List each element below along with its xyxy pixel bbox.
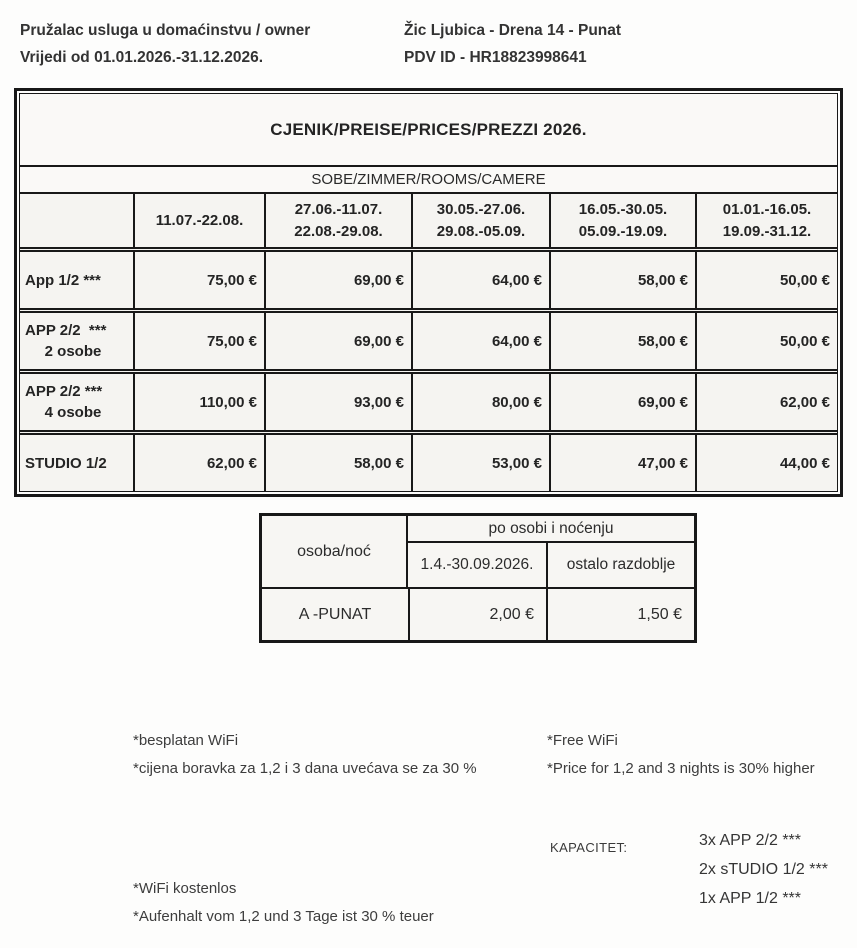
season-column-header: 30.05.-27.06. 29.08.-05.09. [411, 194, 549, 247]
season-header-row [20, 192, 837, 247]
tax-other-period-header: ostalo razdoblje [546, 543, 694, 587]
tax-season-header: 1.4.-30.09.2026. [420, 556, 534, 573]
price-table-title: CJENIK/PREISE/PRICES/PREZZI 2026. [20, 94, 837, 165]
price-cell: 50,00 € [695, 313, 837, 369]
room-row [20, 308, 837, 369]
note-free-wifi-hr: *besplatan WiFi [133, 732, 239, 749]
room-label: APP 2/2 *** [25, 322, 107, 339]
notes-croatian [133, 727, 477, 783]
price-table-inner [19, 93, 838, 492]
capacity-item: 3x APP 2/2 *** [699, 832, 801, 849]
tax-corner-label: osoba/noć [262, 516, 408, 587]
room-label: App 1/2 *** [25, 271, 101, 289]
price-cell: 69,00 € [549, 374, 695, 430]
price-cell: 44,00 € [695, 435, 837, 491]
room-sublabel: 4 osobe [44, 404, 102, 421]
price-cell: 69,00 € [264, 252, 411, 308]
price-cell: 58,00 € [549, 252, 695, 308]
price-cell: 53,00 € [411, 435, 549, 491]
season-header-empty-cell [20, 194, 133, 247]
price-cell: 62,00 € [695, 374, 837, 430]
season-column-header: 11.07.-22.08. [133, 194, 264, 247]
price-cell: 110,00 € [133, 374, 264, 430]
provider-line: Pružalac usluga u domaćinstvu / owner [20, 22, 311, 39]
tourist-tax-table [259, 513, 697, 643]
pdv-id-line: PDV ID - HR18823998641 [404, 49, 587, 66]
room-row [20, 430, 837, 491]
room-row [20, 369, 837, 430]
price-cell: 58,00 € [549, 313, 695, 369]
room-sublabel: 2 osobe [44, 343, 102, 360]
price-cell: 75,00 € [133, 313, 264, 369]
provider-header-block [20, 17, 310, 71]
tax-value-season: 2,00 € [408, 587, 546, 640]
room-label-cell [20, 435, 133, 491]
price-cell: 64,00 € [411, 313, 549, 369]
note-free-wifi-de: *WiFi kostenlos [133, 880, 237, 897]
tax-value-other: 1,50 € [546, 587, 694, 640]
price-cell: 75,00 € [133, 252, 264, 308]
note-short-stay-hr: *cijena boravka za 1,2 i 3 dana uvećava se za 30 % [133, 760, 477, 777]
note-free-wifi-en: *Free WiFi [547, 732, 618, 749]
price-table [14, 88, 843, 497]
season-column-header: 16.05.-30.05. 05.09.-19.09. [549, 194, 695, 247]
note-short-stay-de: *Aufenhalt vom 1,2 und 3 Tage ist 30 % teuer [133, 908, 434, 925]
capacity-item: 1x APP 1/2 *** [699, 890, 801, 907]
price-cell: 69,00 € [264, 313, 411, 369]
price-cell: 62,00 € [133, 435, 264, 491]
price-cell: 58,00 € [264, 435, 411, 491]
price-cell: 50,00 € [695, 252, 837, 308]
price-cell: 64,00 € [411, 252, 549, 308]
season-column-header: 27.06.-11.07. 22.08.-29.08. [264, 194, 411, 247]
room-label-cell [20, 374, 133, 430]
price-table-subtitle: SOBE/ZIMMER/ROOMS/CAMERE [20, 165, 837, 192]
capacity-list [699, 826, 828, 913]
season-column-header: 01.01.-16.05. 19.09.-31.12. [695, 194, 837, 247]
room-label-cell [20, 313, 133, 369]
room-label: STUDIO 1/2 [25, 454, 107, 472]
room-label-cell [20, 252, 133, 308]
notes-german [133, 875, 434, 931]
price-cell: 93,00 € [264, 374, 411, 430]
price-cell: 47,00 € [549, 435, 695, 491]
owner-header-block [404, 17, 621, 71]
tourist-tax-grid [262, 516, 694, 640]
validity-line: Vrijedi od 01.01.2026.-31.12.2026. [20, 49, 263, 66]
capacity-label: KAPACITET: [550, 840, 628, 855]
owner-address-line: Žic Ljubica - Drena 14 - Punat [404, 22, 622, 39]
tax-span-header: po osobi i noćenju [408, 516, 694, 543]
room-label: APP 2/2 *** [25, 383, 103, 400]
capacity-item: 2x sTUDIO 1/2 *** [699, 861, 828, 878]
price-cell: 80,00 € [411, 374, 549, 430]
room-row [20, 247, 837, 308]
notes-english [547, 727, 815, 783]
tax-zone-label: A -PUNAT [262, 587, 408, 640]
note-short-stay-en: *Price for 1,2 and 3 nights is 30% higher [547, 760, 815, 777]
